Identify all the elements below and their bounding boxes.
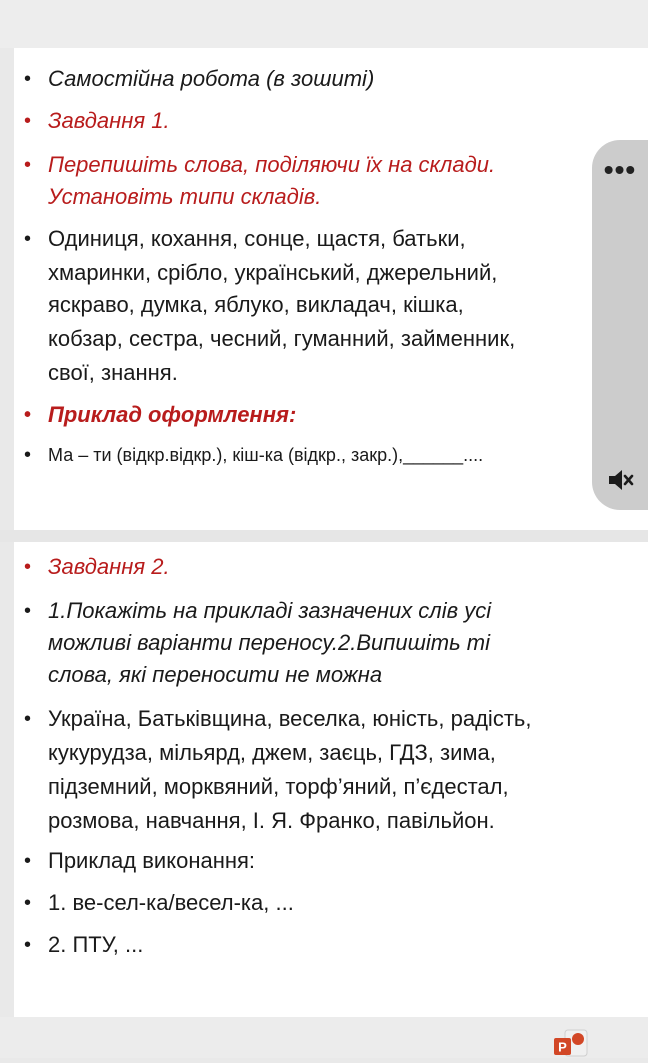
slide-2: • Завдання 2. • 1.Покажіть на прикладі зазначених слів усі можливі варіанти переносу.2.Випишіть ті слова, які переносити не можна • Україна, Батьківщина, веселка, юність, радість, кукурудза, мільярд, джем, заєць, ГДЗ, зима, підземний, морквяний, торф’яний, п’єдестал, розмова, навчання, І. Я. Франко, павільйон. • Приклад виконання: • 1. ве-сел-ка/весел-ка, ... • 2. ПТУ, ... [14, 542, 648, 1017]
more-options-button[interactable] [596, 148, 644, 192]
mute-button[interactable] [598, 458, 642, 502]
side-control-rail [592, 140, 648, 510]
svg-text:P: P [558, 1039, 567, 1055]
more-horizontal-icon: ••• [603, 154, 637, 185]
top-strip [0, 0, 648, 48]
powerpoint-icon[interactable] [551, 1028, 589, 1058]
slide-separator [0, 530, 648, 542]
slide-1: • Самостійна робота (в зошиті) • Завдання 1. • Перепишіть слова, поділяючи їх на склади. Установіть типи складів. • Одиниця, кохання, сонце, щастя, батьки, хмаринки, срібло, український, джерельний, яскраво, думка, яблуко, викладач, кішка, кобзар, сестра, чесний, гуманний, займенник, свої, знання. • Приклад оформлення: • Ма – ти (відкр.відкр.), кіш-ка (відкр., закр.),______.... [14, 48, 648, 530]
speaker-muted-icon [605, 465, 635, 495]
